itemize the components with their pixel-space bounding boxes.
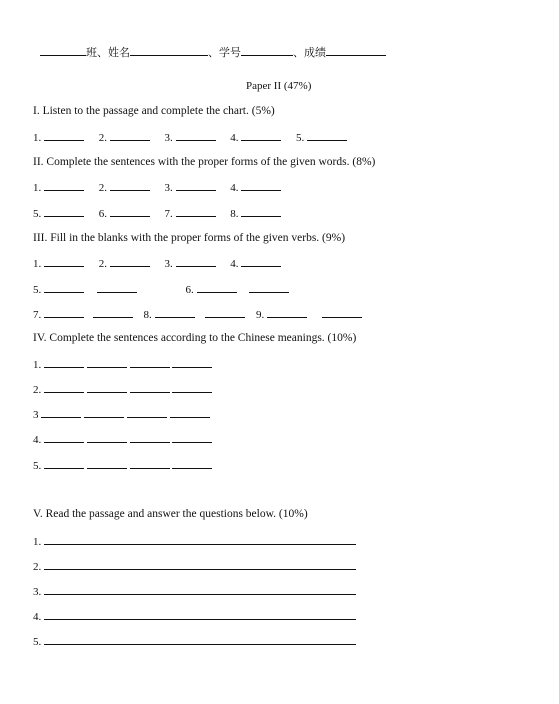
score-label: 、成绩 — [293, 47, 326, 59]
answer-blank[interactable] — [44, 281, 84, 293]
student-info-line — [40, 44, 386, 60]
section-4-answer-2 — [33, 381, 212, 397]
answer-line[interactable] — [44, 533, 356, 545]
answer-blank[interactable] — [44, 457, 84, 469]
answer-blank[interactable] — [267, 306, 307, 318]
answer-blank[interactable] — [44, 306, 84, 318]
answer-blank[interactable] — [322, 306, 362, 318]
answer-label: 1. — [33, 359, 42, 371]
section-2-answers-row-2 — [33, 205, 281, 221]
answer-blank[interactable] — [170, 406, 210, 418]
section-1-heading: I. Listen to the passage and complete the chart. (5%) — [33, 105, 275, 117]
answer-label: 4. — [33, 611, 42, 623]
answer-line[interactable] — [44, 608, 356, 620]
answer-blank[interactable] — [205, 306, 245, 318]
answer-label: 2. — [98, 182, 107, 194]
answer-blank[interactable] — [110, 179, 150, 191]
answer-blank[interactable] — [127, 406, 167, 418]
answer-label: 5. — [33, 284, 42, 296]
answer-blank[interactable] — [241, 129, 281, 141]
answer-blank[interactable] — [176, 179, 216, 191]
answer-label: 3 — [33, 409, 39, 421]
answer-blank[interactable] — [249, 281, 289, 293]
answer-blank[interactable] — [44, 205, 84, 217]
answer-label: 2. — [33, 561, 42, 573]
answer-blank[interactable] — [44, 381, 84, 393]
section-5-answer-3 — [33, 583, 356, 599]
answer-label: 6. — [98, 208, 107, 220]
name-blank[interactable] — [130, 44, 208, 56]
score-blank[interactable] — [326, 44, 386, 56]
answer-blank[interactable] — [44, 356, 84, 368]
answer-blank[interactable] — [87, 381, 127, 393]
answer-blank[interactable] — [155, 306, 195, 318]
answer-line[interactable] — [44, 583, 356, 595]
answer-label: 1. — [33, 536, 42, 548]
answer-blank[interactable] — [176, 255, 216, 267]
section-5-answer-1 — [33, 533, 356, 549]
section-1-answers — [33, 129, 347, 145]
id-blank[interactable] — [241, 44, 293, 56]
class-label: 班、 — [86, 47, 108, 59]
answer-label: 1. — [33, 258, 42, 270]
answer-label: 7. — [164, 208, 173, 220]
answer-blank[interactable] — [93, 306, 133, 318]
answer-blank[interactable] — [172, 381, 212, 393]
answer-blank[interactable] — [130, 356, 170, 368]
answer-label: 5. — [296, 132, 305, 144]
section-5-heading: V. Read the passage and answer the questions below. (10%) — [33, 508, 308, 520]
section-4-answer-4 — [33, 431, 212, 447]
answer-label: 1. — [33, 132, 42, 144]
answer-label: 8. — [230, 208, 239, 220]
section-5-answer-2 — [33, 558, 356, 574]
section-3-heading: III. Fill in the blanks with the proper forms of the given verbs. (9%) — [33, 232, 346, 244]
answer-blank[interactable] — [87, 457, 127, 469]
section-3-answers-row-1 — [33, 255, 281, 271]
answer-blank[interactable] — [176, 205, 216, 217]
answer-blank[interactable] — [87, 356, 127, 368]
answer-label: 4. — [230, 182, 239, 194]
answer-label: 3. — [164, 182, 173, 194]
answer-blank[interactable] — [172, 431, 212, 443]
answer-label: 7. — [33, 309, 42, 321]
section-2-heading: II. Complete the sentences with the proper forms of the given words. (8%) — [33, 156, 376, 168]
answer-blank[interactable] — [44, 129, 84, 141]
answer-blank[interactable] — [110, 255, 150, 267]
answer-blank[interactable] — [172, 457, 212, 469]
section-4-answer-3 — [33, 406, 210, 422]
id-label: 、学号 — [208, 47, 241, 59]
answer-label: 2. — [98, 132, 107, 144]
answer-label: 4. — [33, 434, 42, 446]
answer-blank[interactable] — [87, 431, 127, 443]
answer-label: 3. — [164, 132, 173, 144]
answer-blank[interactable] — [241, 205, 281, 217]
answer-label: 2. — [33, 384, 42, 396]
answer-blank[interactable] — [110, 205, 150, 217]
section-4-answer-1 — [33, 356, 212, 372]
answer-blank[interactable] — [110, 129, 150, 141]
answer-label: 5. — [33, 208, 42, 220]
answer-blank[interactable] — [172, 356, 212, 368]
answer-label: 3. — [33, 586, 42, 598]
answer-blank[interactable] — [197, 281, 237, 293]
answer-blank[interactable] — [176, 129, 216, 141]
answer-blank[interactable] — [44, 255, 84, 267]
answer-blank[interactable] — [44, 179, 84, 191]
answer-label: 4. — [230, 132, 239, 144]
class-blank[interactable] — [40, 44, 86, 56]
answer-blank[interactable] — [130, 431, 170, 443]
answer-label: 3. — [164, 258, 173, 270]
section-5-answer-5 — [33, 633, 356, 649]
answer-label: 6. — [185, 284, 194, 296]
section-2-answers-row-1 — [33, 179, 281, 195]
answer-label: 9. — [256, 309, 265, 321]
paper-title: Paper II (47%) — [246, 80, 312, 92]
answer-blank[interactable] — [241, 179, 281, 191]
answer-blank[interactable] — [130, 381, 170, 393]
answer-label: 4. — [230, 258, 239, 270]
answer-blank[interactable] — [307, 129, 347, 141]
answer-blank[interactable] — [130, 457, 170, 469]
answer-label: 2. — [98, 258, 107, 270]
answer-line[interactable] — [44, 558, 356, 570]
answer-label: 8. — [143, 309, 152, 321]
answer-label: 5. — [33, 636, 42, 648]
section-3-answers-row-3 — [33, 306, 362, 322]
section-3-answers-row-2 — [33, 281, 289, 297]
name-label: 姓名 — [108, 47, 130, 59]
answer-blank[interactable] — [84, 406, 124, 418]
section-5-answer-4 — [33, 608, 356, 624]
section-4-answer-5 — [33, 457, 212, 473]
section-4-heading: IV. Complete the sentences according to the Chinese meanings. (10%) — [33, 332, 357, 344]
answer-blank[interactable] — [41, 406, 81, 418]
answer-line[interactable] — [44, 633, 356, 645]
answer-blank[interactable] — [97, 281, 137, 293]
answer-blank[interactable] — [241, 255, 281, 267]
answer-label: 1. — [33, 182, 42, 194]
answer-label: 5. — [33, 460, 42, 472]
answer-blank[interactable] — [44, 431, 84, 443]
